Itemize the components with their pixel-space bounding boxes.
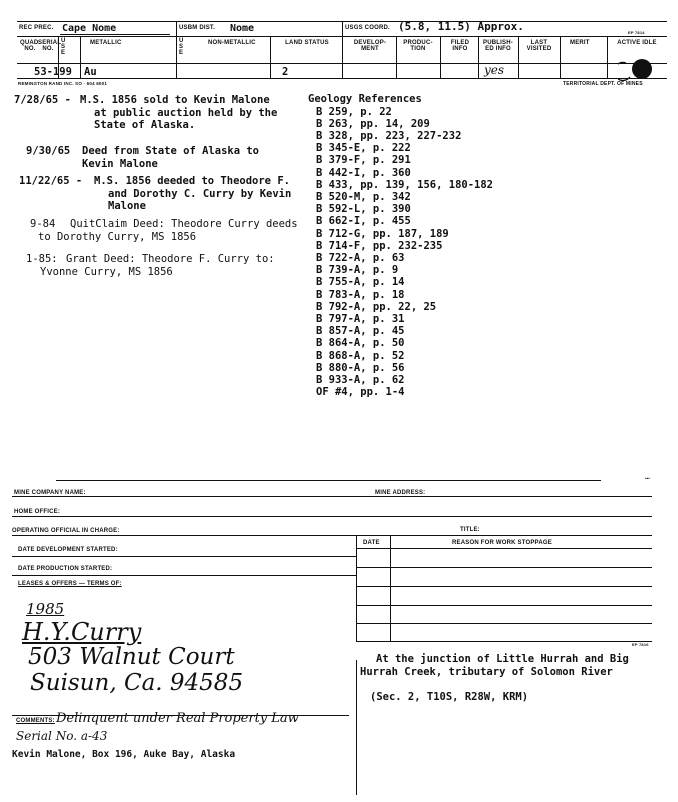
geology-ref-item: B 662-I, p. 455	[316, 215, 411, 228]
geology-ref-item: B 379-F, p. 291	[316, 154, 411, 167]
history-line: M.S. 1856 deeded to Theodore F.	[94, 175, 290, 187]
history-line: and Dorothy C. Curry by Kevin	[108, 187, 292, 200]
usgs-coord-value: (5.8, 11.5) Approx.	[398, 20, 524, 33]
form-number: EP 7814	[628, 30, 645, 35]
history-date-5: 1-85:	[26, 253, 58, 265]
history-date-4: 9-84	[30, 218, 56, 230]
location-line	[360, 678, 660, 691]
col-published-info: PUBLISH-ED INFO	[483, 40, 513, 52]
handwritten-name: H.Y.Curry	[22, 618, 142, 646]
col-development: DEVELOP-MENT	[353, 40, 387, 52]
col-use-1: U S E	[61, 38, 66, 56]
history-entry-3	[94, 175, 291, 213]
territorial-dept: TERRITORIAL DEPT. OF MINES	[563, 81, 643, 87]
history-entry-2	[82, 145, 259, 170]
location-line: (Sec. 2, T10S, R28W, KRM)	[370, 690, 529, 703]
geology-ref-item: B 345-E, p. 222	[316, 142, 411, 155]
geology-ref-item: B 868-A, p. 52	[316, 349, 405, 362]
geology-ref-item: B 792-A, pp. 22, 25	[316, 300, 437, 313]
col-land-status: LAND STATUS	[285, 40, 329, 46]
geology-ref-item: B 520-M, p. 342	[316, 191, 411, 204]
quad-serial-value: 53-199	[34, 66, 72, 78]
printer-line: REMINGTON RAND INC. SO · 604 6001	[18, 81, 108, 86]
date-production-label: DATE PRODUCTION STARTED:	[18, 566, 113, 572]
col-metallic: METALLIC	[90, 40, 122, 46]
col-use-2: U S E	[179, 38, 184, 56]
geology-title: Geology References	[308, 93, 422, 105]
geology-ref-item: B 433, pp. 139, 156, 180-182	[316, 178, 494, 191]
col-filed-info: FILED INFO	[450, 40, 470, 52]
handwritten-city: Suisun, Ca. 94585	[30, 670, 244, 696]
usgs-coord-label: USGS COORD.	[345, 25, 390, 31]
history-line: Malone	[108, 200, 146, 213]
history-date-1: 7/28/65 -	[14, 94, 71, 106]
active-idle-circle-icon	[618, 57, 652, 81]
date-development-label: DATE DEVELOPMENT STARTED:	[18, 547, 118, 553]
mine-company-name-label: MINE COMPANY NAME:	[14, 490, 86, 496]
history-date-2: 9/30/65	[26, 145, 71, 157]
history-line: to Dorothy Curry, MS 1856	[38, 230, 197, 243]
geology-ref-item: B 592-L, p. 390	[316, 203, 411, 216]
geology-ref-item: B 864-A, p. 50	[316, 337, 405, 350]
title-label: TITLE:	[460, 527, 480, 533]
geology-ref-item: B 328, pp. 223, 227-232	[316, 130, 462, 142]
history-date-3: 11/22/65 -	[19, 175, 83, 187]
history-line: Deed from State of Alaska to	[82, 145, 260, 157]
col-production: PRODUC-TION	[403, 40, 433, 52]
location-line: Hurrah Creek, tributary of Solomon River	[360, 665, 613, 678]
form-number-2: EP 7816	[632, 642, 649, 647]
history-line: Kevin Malone	[82, 157, 158, 170]
geology-ref-item: B 797-A, p. 31	[316, 313, 405, 326]
usbm-dist-value: Nome	[230, 23, 255, 34]
history-line: QuitClaim Deed: Theodore Curry deeds	[70, 218, 298, 230]
rec-prec-label: REC PREC.	[19, 25, 54, 31]
geology-ref-item: B 712-G, pp. 187, 189	[316, 227, 449, 240]
corner-mark: …	[645, 472, 650, 481]
date-column-header: DATE	[363, 540, 380, 546]
usbm-dist-label: USBM DIST.	[179, 25, 216, 31]
handwritten-street: 503 Walnut Court	[28, 644, 235, 670]
col-last-visited: LAST VISITED	[526, 40, 552, 52]
col-serial-no: SERIAL NO.	[38, 40, 62, 52]
leases-label: LEASES & OFFERS — TERMS OF:	[18, 581, 122, 587]
reason-column-header: REASON FOR WORK STOPPAGE	[452, 540, 552, 546]
mine-address-label: MINE ADDRESS:	[375, 490, 426, 496]
col-non-metallic: NON-METALLIC	[208, 40, 256, 46]
geology-ref-item: B 442-I, p. 360	[316, 166, 411, 179]
history-entry-1	[80, 94, 277, 132]
geology-ref-item: B 755-A, p. 14	[316, 276, 405, 289]
col-quad-no: QUAD. NO.	[20, 40, 41, 52]
history-entry-5	[40, 253, 275, 278]
metallic-code-value: Au	[84, 66, 97, 78]
geology-ref-list	[308, 106, 493, 399]
location-line: At the junction of Little Hurrah and Big	[376, 653, 629, 665]
land-status-value: 2	[282, 66, 289, 78]
geology-ref-item: OF #4, pp. 1-4	[316, 386, 405, 399]
home-office-label: HOME OFFICE:	[14, 509, 61, 515]
geology-ref-item: B 880-A, p. 56	[316, 361, 405, 374]
comments-handwritten-2: Serial No. a-43	[16, 729, 108, 743]
geology-ref-item: B 259, p. 22	[316, 105, 392, 118]
geology-ref-item: B 933-A, p. 62	[316, 374, 405, 387]
comments-handwritten-1: Delinquent under Real Property Law	[56, 711, 299, 726]
rec-prec-value: Cape Nome	[62, 23, 117, 34]
geology-references	[308, 93, 493, 398]
history-line: Grant Deed: Theodore F. Curry to:	[66, 253, 275, 265]
history-line: M.S. 1856 sold to Kevin Malone	[80, 94, 270, 106]
geology-ref-item: B 263, pp. 14, 209	[316, 117, 430, 130]
geology-ref-item: B 714-F, pp. 232-235	[316, 239, 443, 252]
operating-official-label: OPERATING OFFICIAL IN CHARGE:	[12, 528, 120, 534]
geology-ref-item: B 722-A, p. 63	[316, 252, 405, 265]
handwritten-year: 1985	[26, 600, 65, 618]
comments-label: COMMENTS:	[16, 718, 55, 724]
history-line: Yvonne Curry, MS 1856	[40, 265, 173, 278]
history-line: State of Alaska.	[94, 119, 196, 132]
location-description	[360, 653, 660, 703]
geology-ref-item: B 739-A, p. 9	[316, 264, 399, 277]
geology-ref-item: B 857-A, p. 45	[316, 325, 405, 338]
col-merit: MERIT	[570, 40, 590, 46]
comments-typed: Kevin Malone, Box 196, Auke Bay, Alaska	[12, 749, 236, 760]
history-line: at public auction held by the	[94, 106, 278, 119]
published-info-value: yes	[484, 63, 505, 77]
history-entry-4	[30, 218, 330, 243]
col-active-idle: ACTIVE IDLE	[617, 40, 657, 46]
geology-ref-item: B 783-A, p. 18	[316, 288, 405, 301]
